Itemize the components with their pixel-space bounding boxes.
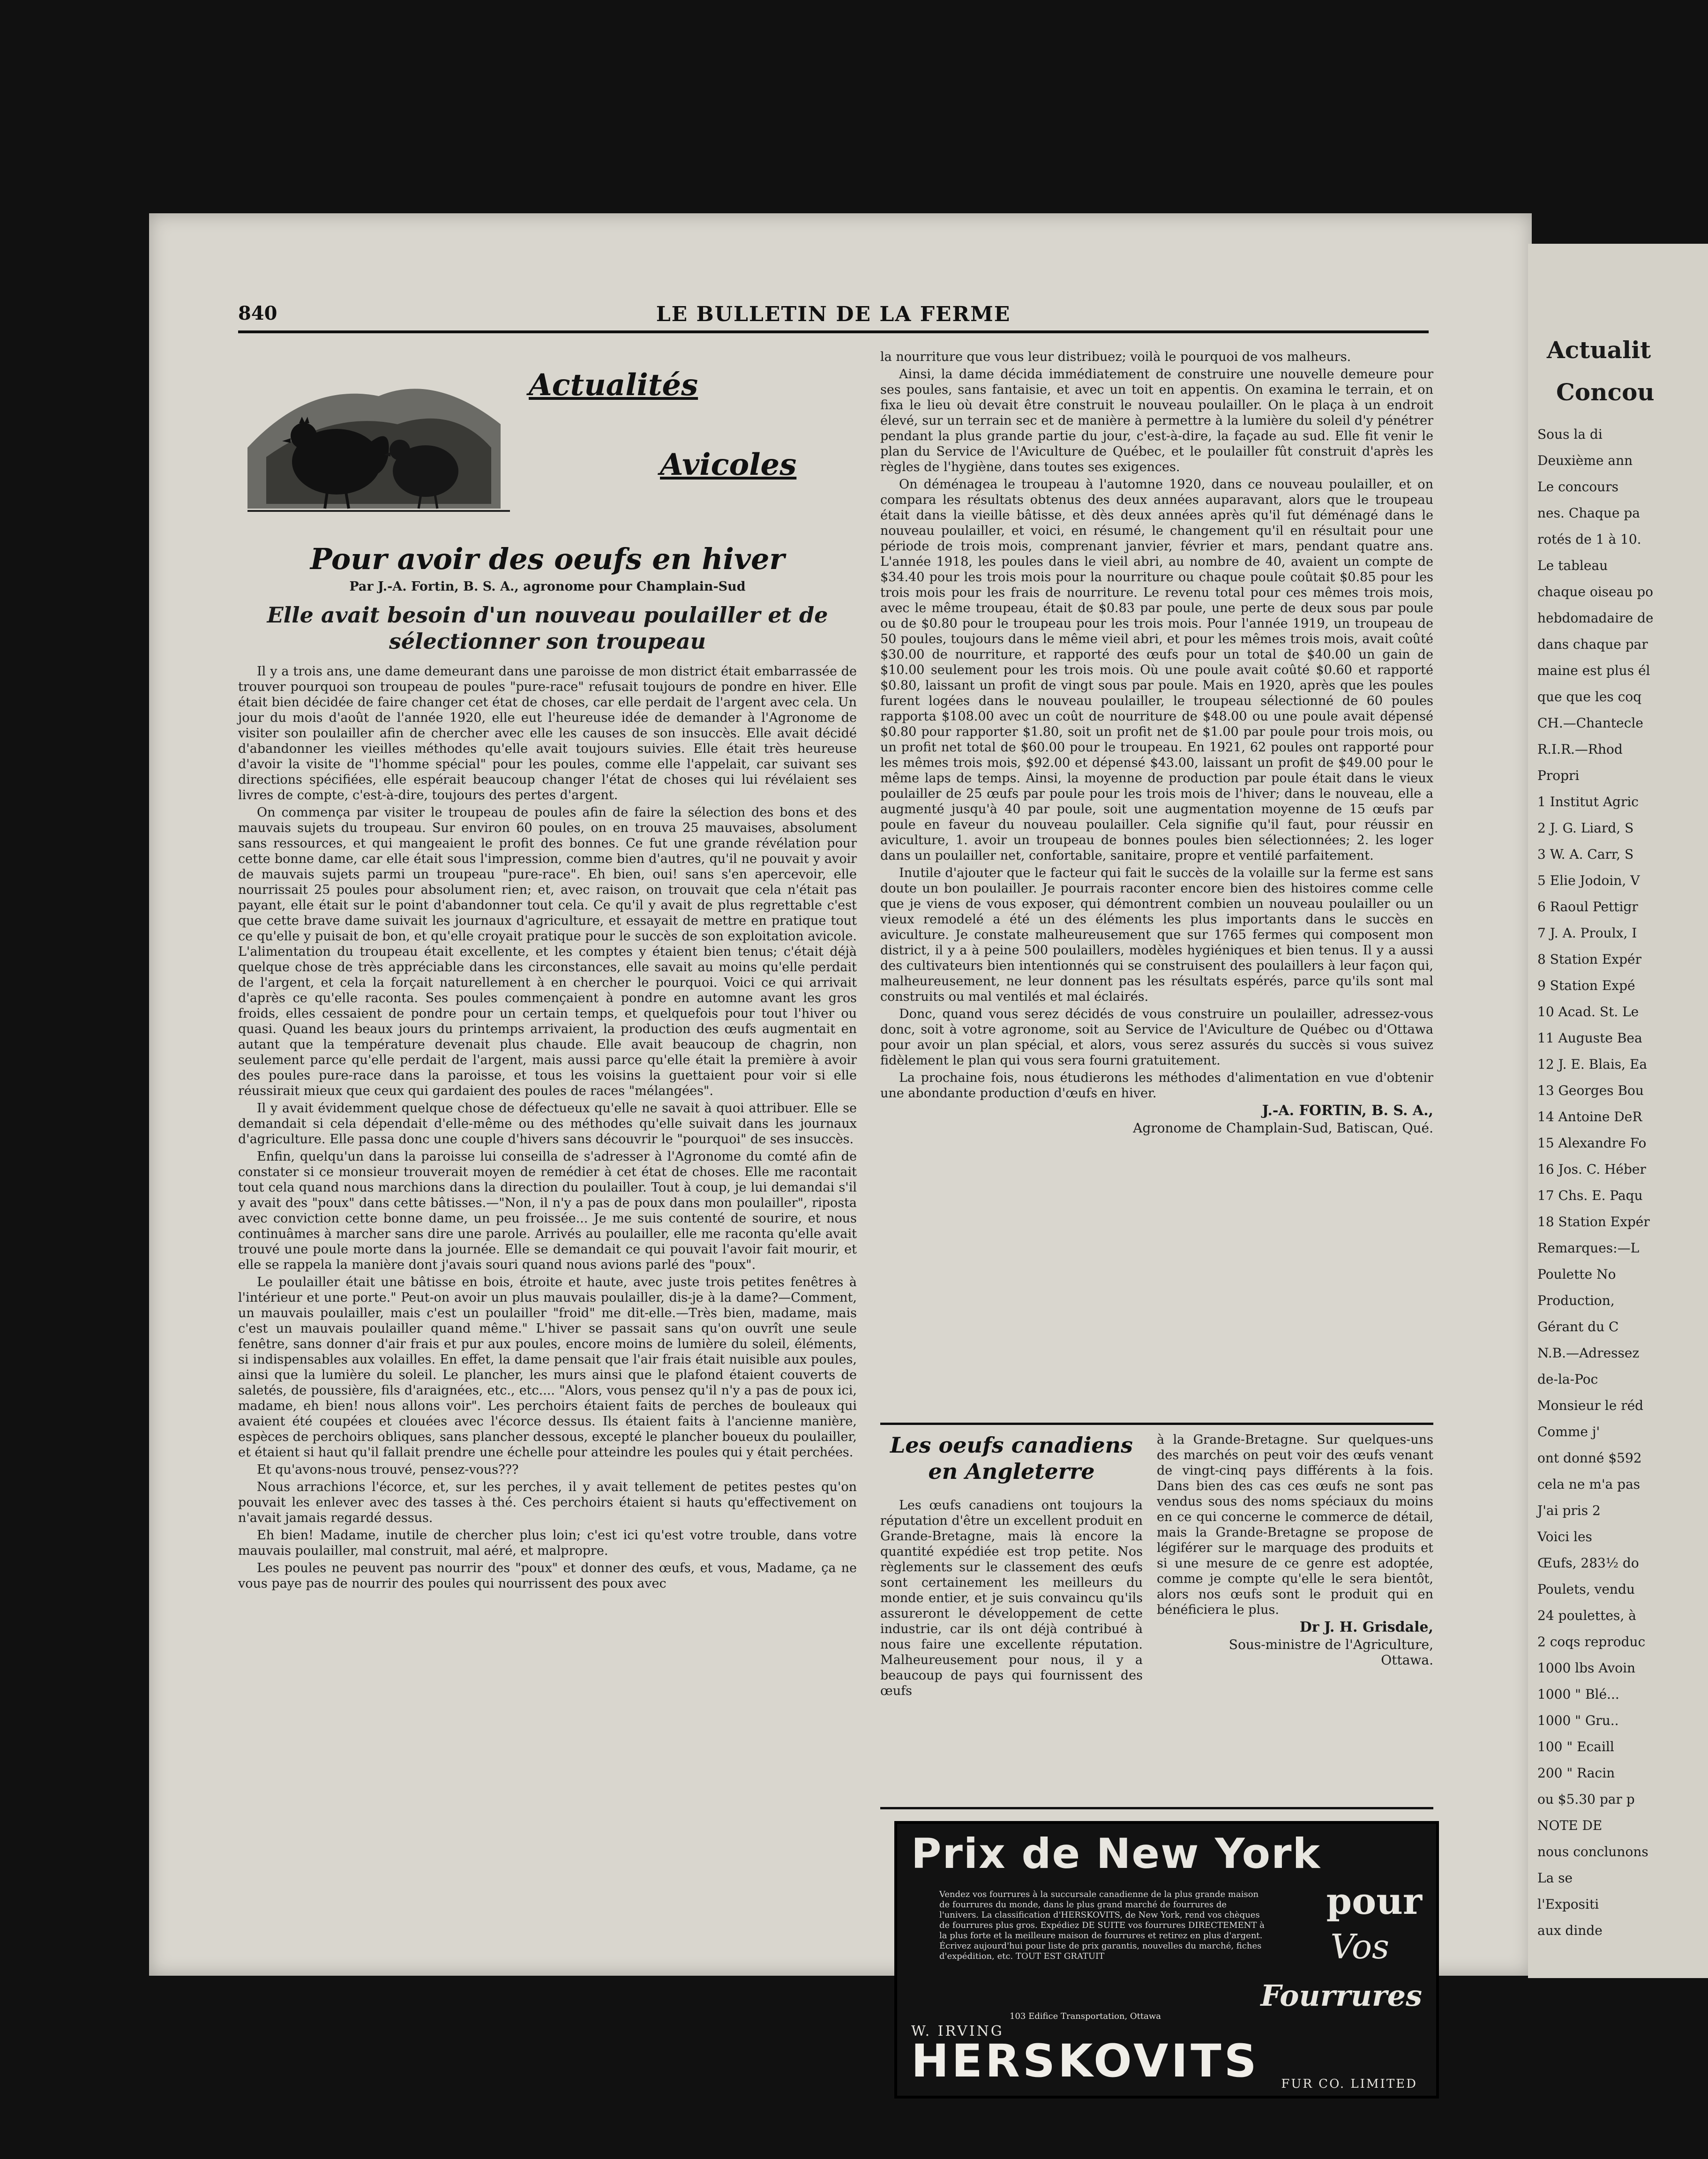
fragment-line: de-la-Poc bbox=[1537, 1372, 1598, 1387]
fragment-line: hebdomadaire de bbox=[1537, 610, 1654, 626]
paragraph: Ainsi, la dame décida immédiatement de construire une nouvelle demeure pour ses poules, sans fantaisie, et avec un toit en appentis. On examina le terrain, et on fixa le lieu où devait être construit le nouveau poulailler. On le plaça à un endroit élevé, sur un terrain sec et de manière à permettre à la lumière du soleil d'y pénétrer pendant la plus grande partie du jour, c'est-à-dire, la façade au sud. Elle fit venir le plan du Service de l'Aviculture de Québec, et le poulailler fût construit d'après les règles de l'hygiène, dans toutes ses exigences. bbox=[880, 367, 1433, 474]
paragraph: Le poulailler était une bâtisse en bois, étroite et haute, avec juste trois petites fenêtres à l'intérieur et une porte." Peut-on avoir un plus mauvais poulailler, dis-je à la dame?—Comment, un mauvais poulailler, mais c'est un poulailler "froid" me dit-elle.—Très bien, madame, mais c'est un mauvais poulailler quand même." L'hiver se passait sans qu'on ouvrît une seule fenêtre, sans donner d'air frais et pur aux poules, encore moins de lumière du soleil, éléments, si indispensables aux volailles. En effet, la dame pensait que l'air frais était nuisible aux poules, ainsi que la lumière du soleil. Le plancher, les murs ainsi que le plafond étaient couverts de saletés, de poussière, fils d'araignées, etc., etc.... "Alors, vous pensez qu'il n'y a pas de poux ici, madame, eh bien! nous allons voir". Les perchoirs étaient faits de perches de bouleaux qui avaient été coupées et clouées avec l'écorce dessus. Ils étaient faits à l'ancienne manière, espèces de perchoirs obliques, sans plancher dessous, excepté le plancher boueux du poulailler, et étaient si haut qu'il fallait prendre une échelle pour atteindre les poules qui y était perchées. bbox=[238, 1275, 857, 1460]
page-header bbox=[238, 298, 1429, 333]
newspaper-page bbox=[149, 213, 1532, 2091]
fragment-line: 15 Alexandre Fo bbox=[1537, 1135, 1647, 1151]
fragment-line: Voici les bbox=[1537, 1529, 1592, 1544]
paragraph: Enfin, quelqu'un dans la paroisse lui conseilla de s'adresser à l'Agronome du comté afin de constater si ce monsieur trouverait moyen de remédier à cet état de choses. Elle me racontait tout cela quand nous marchions dans la direction du poulailler. Tout à coup, je lui demandai s'il y avait des "poux" dans cette bâtisses.—"Non, il n'y a pas de poux dans mon poulailler", riposta avec conviction cette bonne dame, un peu froissée... Je me suis contenté de sourire, et nous continuâmes à marcher sans dire une parole. Arrivés au poulailler, elle me raconta qu'elle avait trouvé une poule morte dans la journée. Elle se demandait ce qui pouvait l'avoir fait mourir, et elle se rappela la manière dont j'avais souri quand nous avions parlé des "poux". bbox=[238, 1149, 857, 1272]
fragment-heading: Actualit bbox=[1547, 336, 1651, 364]
section-divider bbox=[880, 1423, 1433, 1425]
fragment-line: Production, bbox=[1537, 1293, 1615, 1308]
ad-divider bbox=[880, 1807, 1433, 1809]
article-banner bbox=[238, 349, 857, 537]
fragment-line: 1000 " Gru.. bbox=[1537, 1713, 1619, 1728]
fragment-line: 2 coqs reproduc bbox=[1537, 1634, 1646, 1649]
ad-fur-co: FUR CO. LIMITED bbox=[1281, 2077, 1417, 2091]
paragraph: On déménagea le troupeau à l'automne 1920, dans ce nouveau poulailler, et on compara les résultats obtenus des deux années auparavant, alors que le troupeau était dans la vieille bâtisse, et dès deux années après qu'il fut déménagé dans le nouveau poulailler, et voici, en résumé, le changement qu'il en résultait pour une période de trois mois, comprenant janvier, février et mars, pendant quatre ans. L'année 1918, les poules dans le vieil abri, au nombre de 40, avaient un compte de $34.40 pour les trois mois pour la nourriture ou chaque poule coûtait $0.85 pour les trois mois pour les frais de nourriture. Le revenu total pour ces mêmes trois mois, avec le même troupeau, était de $0.83 par poule, une perte de deux sous par poule ou de $0.80 pour le troupeau pour les trois mois. Pour l'année 1919, un troupeau de 50 poules, toujours dans le même vieil abri, et pour les mêmes trois mois, avait coûté $30.00 de nourriture, et rapporté des œufs pour un total de $40.00 un gain de $10.00 seulement pour les trois mois. Où une poule avait coûté $0.60 et rapporté $0.80, laissant un profit de vingt sous par poule. Mais en 1920, après que les poules furent logées dans le nouveau poulailler, le troupeau sélectionné de 60 poules rapporta $108.00 avec un coût de nourriture de $48.00 ou une poule avait dépensé $0.80 pour rapporter $1.80, soit un profit net de $1.00 par poule pour trois mois, ou un profit net total de $60.00 pour le troupeau. En 1921, 62 poules ont rapporté pour les mêmes trois mois, $92.00 et dépensé $43.00, laissant un profit de $49.00 pour le même laps de temps. Ainsi, la moyenne de production par poule était dans le vieux poulailler de 25 œufs par poule pour les trois mois de l'hiver; dans le nouveau, elle a augmenté jusqu'à 40 par poule, soit une augmentation moyenne de 15 œufs par poule en faveur du nouveau poulailler. Cela signifie qu'il faut, pour réussir en aviculture, 1. avoir un troupeau de bonnes poules bien sélectionnées; 2. les loger dans un poulailler net, confortable, sanitaire, propre et ventilé parfaitement. bbox=[880, 477, 1433, 863]
adjacent-page-fragment bbox=[1528, 244, 1708, 1978]
fragment-line: N.B.—Adressez bbox=[1537, 1345, 1640, 1361]
fragment-line: maine est plus él bbox=[1537, 663, 1650, 678]
fragment-line: rotés de 1 à 10. bbox=[1537, 532, 1641, 547]
fragment-line: 200 " Racin bbox=[1537, 1765, 1615, 1781]
fragment-line: La se bbox=[1537, 1870, 1573, 1886]
fragment-line: 1000 " Blé... bbox=[1537, 1687, 1619, 1702]
oeufs-signature-title: Sous-ministre de l'Agriculture, Ottawa. bbox=[1229, 1637, 1433, 1668]
fragment-line: Remarques:—L bbox=[1537, 1240, 1640, 1256]
fragment-line: ou $5.30 par p bbox=[1537, 1792, 1635, 1807]
oeufs-signature: Dr J. H. Grisdale, bbox=[1299, 1619, 1433, 1635]
fragment-line: 12 J. E. Blais, Ea bbox=[1537, 1057, 1648, 1072]
fragment-line: Monsieur le réd bbox=[1537, 1398, 1644, 1413]
fragment-line: 8 Station Expér bbox=[1537, 952, 1641, 967]
author-title: Agronome de Champlain-Sud, Batiscan, Qué. bbox=[1133, 1120, 1433, 1136]
fragment-line: 1 Institut Agric bbox=[1537, 794, 1639, 810]
fragment-line: J'ai pris 2 bbox=[1537, 1503, 1601, 1518]
fragment-line: 10 Acad. St. Le bbox=[1537, 1004, 1639, 1020]
fragment-line: chaque oiseau po bbox=[1537, 584, 1653, 600]
fragment-line: 100 " Ecaill bbox=[1537, 1739, 1614, 1754]
fragment-line: 9 Station Expé bbox=[1537, 978, 1635, 993]
article-title: Pour avoir des oeufs en hiver bbox=[310, 542, 785, 576]
fragment-heading: Concou bbox=[1556, 378, 1655, 406]
ad-vos: Vos bbox=[1330, 1927, 1389, 1966]
fragment-line: dans chaque par bbox=[1537, 637, 1648, 652]
paragraph: On commença par visiter le troupeau de poules afin de faire la sélection des bons et des mauvais sujets du troupeau. Sur environ 60 poules, on en trouva 25 mauvaises, absolument sans ressources, et qui mangeaient le profit des bonnes. Ce fut une grande révélation pour cette bonne dame, car elle était sous l'impression, comme bien d'autres, qu'il ne pouvait y avoir de mauvais sujets parmi un troupeau "pure-race". Eh bien, oui! sans s'en apercevoir, elle nourrissait 25 poules pour absolument rien; et, avec raison, on trouvait que cela n'était pas payant, elle était sur le point d'abandonner tout cela. Ce qu'il y avait de plus regrettable c'est que cette brave dame suivait les journaux d'agriculture, et essayait de mettre en pratique tout ce qu'elle y puisait de bon, et qu'elle croyait pratique pour le succès de son exploitation avicole. L'alimentation du troupeau était excellente, et les comptes y étaient bien tenus; c'était déjà quelque chose de très appréciable dans les circonstances, elle savait au moins qu'elle perdait de l'argent, et cela la forçait naturellement à en chercher le pourquoi. Voici ce qui arrivait d'après ce qu'elle raconta. Ses poules commençaient à pondre en automne avant les gros froids, elles cessaient de pondre pour un certain temps, et quelquefois pour tout l'hiver ou quasi. Quand les beaux jours du printemps arrivaient, la production des œufs augmentait en autant que la température devenait plus chaude. Elle avait beaucoup de chagrin, non seulement parce qu'elle perdait de l'argent, mais aussi parce qu'elle était la première à avoir des poules pure-race dans la paroisse, et tous les voisins la guettaient pour voir si elle réussirait mieux que ceux qui gardaient des poules de races "mélangées". bbox=[238, 805, 857, 1098]
fragment-line: Deuxième ann bbox=[1537, 453, 1633, 468]
ad-body-text: Vendez vos fourrures à la succursale canadienne de la plus grande maison de fourrures du monde, dans le plus grand marché de fourrures de l'univers. La classification d'HERSKOVITS, de New York, rend vos chèques de fourrures plus gros. Expédiez DE SUITE vos fourrures DIRECTEMENT à la plus forte et la meilleure maison de fourrures et retirez en plus d'argent. Écrivez aujourd'hui pour liste de prix garantis, nouvelles du marché, fiches d'expédition, etc. TOUT EST GRATUIT bbox=[939, 1889, 1265, 1961]
fragment-line: Œufs, 283½ do bbox=[1537, 1555, 1639, 1571]
fragment-line: Le tableau bbox=[1537, 558, 1608, 573]
paragraph: Eh bien! Madame, inutile de chercher plus loin; c'est ici qu'est votre trouble, dans votre mauvais poulailler, mal construit, mal aéré, et malpropre. bbox=[238, 1528, 857, 1558]
fragment-line: l'Expositi bbox=[1537, 1897, 1599, 1912]
paragraph: Les œufs canadiens ont toujours la réputation d'être un excellent produit en Grande-Bretagne, mais là encore la quantité expédiée est trop petite. Nos règlements sur le classement des œufs sont certainement les meilleurs du monde entier, et je suis convaincu qu'ils assureront le développement de cette industrie, car ils ont déjà contribué à nous faire une excellente réputation. Malheureusement pour nous, il y a beaucoup de pays qui fournissent des œufs bbox=[880, 1498, 1143, 1698]
article-left-column bbox=[238, 349, 857, 1934]
paragraph: Donc, quand vous serez décidés de vous construire un poulailler, adressez-vous donc, soit à votre agronome, soit au Service de l'Aviculture de Québec ou d'Ottawa pour avoir un plan spécial, et alors, vous serez assurés du succès si vous suivez fidèlement le plan qui vous sera fourni gratuitement. bbox=[880, 1007, 1433, 1068]
oeufs-column-2 bbox=[1157, 1432, 1433, 1798]
fragment-line: 17 Chs. E. Paqu bbox=[1537, 1188, 1643, 1203]
paragraph: Les poules ne peuvent pas nourrir des "poux" et donner des œufs, et vous, Madame, ça ne vous paye pas de nourrir des poules qui nourrissent des poux avec bbox=[238, 1561, 857, 1591]
oeufs-column-1 bbox=[880, 1498, 1143, 1798]
fragment-line: 3 W. A. Carr, S bbox=[1537, 847, 1634, 862]
kicker-avicoles: Avicoles bbox=[660, 447, 797, 482]
paragraph: Inutile d'ajouter que le facteur qui fait le succès de la volaille sur la ferme est sans doute un bon poulailler. Je pourrais raconter encore bien des histoires comme celle que je viens de vous exposer, qui démontrent combien un nouveau poulailler ou un vieux remodelé a été un des éléments les plus importants dans le succès en aviculture. Je constate malheureusement que sur 1765 fermes qui composent mon district, il y a à peine 500 poulaillers, modèles hygiéniques et bien tenus. Il y a aussi des cultivateurs bien intentionnés qui se construisent des poulaillers à leur façon qui, malheureusement, ne leur donnent pas les résultats espérés, parce qu'ils sont mal construits ou mal ventilés et mal éclairés. bbox=[880, 866, 1433, 1004]
kicker-actualites: Actualités bbox=[529, 367, 698, 403]
paragraph: Nous arrachions l'écorce, et, sur les perches, il y avait tellement de petites pestes qu'on pouvait les enlever avec des tasses à thé. Ces perchoirs étaient si hauts qu'effectivement on n'avait jamais regardé dessus. bbox=[238, 1480, 857, 1525]
ad-address: 103 Edifice Transportation, Ottawa bbox=[1010, 2011, 1161, 2021]
fragment-line: 18 Station Expér bbox=[1537, 1214, 1650, 1229]
article-subtitle: Elle avait besoin d'un nouveau poulailler et de sélectionner son troupeau bbox=[267, 602, 828, 654]
fragment-line: Comme j' bbox=[1537, 1424, 1600, 1439]
oeufs-title: Les oeufs canadiens en Angleterre bbox=[890, 1432, 1133, 1484]
ad-headline: Prix de New York bbox=[911, 1829, 1321, 1878]
fragment-line: nous conclunons bbox=[1537, 1844, 1648, 1859]
fragment-line: que que les coq bbox=[1537, 689, 1642, 705]
article-right-column bbox=[880, 349, 1433, 1418]
fragment-line: 13 Georges Bou bbox=[1537, 1083, 1644, 1098]
fragment-line: 24 poulettes, à bbox=[1537, 1608, 1636, 1623]
paragraph: à la Grande-Bretagne. Sur quelques-uns des marchés on peut voir des œufs venant de vingt-cinq pays différents à la fois. Dans bien des cas ces œufs ne sont pas vendus sous des noms spéciaux du moins en ce qui concerne le commerce de détail, mais la Grande-Bretagne se propose de légiférer sur le marquage des produits et si une mesure de ce genre est adoptée, comme je compte qu'elle le sera bientôt, alors nos œufs sont le produit qui en bénéficiera le plus. bbox=[1157, 1432, 1433, 1617]
fragment-line: 1000 lbs Avoin bbox=[1537, 1660, 1636, 1676]
article-byline: Par J.-A. Fortin, B. S. A., agronome pour Champlain-Sud bbox=[349, 579, 746, 594]
page-number: 840 bbox=[238, 302, 277, 324]
paragraph: Et qu'avons-nous trouvé, pensez-vous??? bbox=[257, 1462, 519, 1477]
fragment-line: Poulette No bbox=[1537, 1267, 1616, 1282]
paragraph: La prochaine fois, nous étudierons les méthodes d'alimentation en vue d'obtenir une abondante production d'œufs en hiver. bbox=[880, 1071, 1433, 1101]
paragraph: Il y a trois ans, une dame demeurant dans une paroisse de mon district était embarrassée de trouver pourquoi son troupeau de poules "pure-race" refusait toujours de pondre en hiver. Elle était bien décidée de faire changer cet état de choses, car elle perdait de l'argent avec cela. Un jour du mois d'août de l'année 1920, elle eut l'heureuse idée de demander à l'Agronome de visiter son poulailler afin de chercher avec elle les causes de son insuccès. Elle avait décidé d'abandonner les vieilles méthodes qu'elle avait toujours suivies. Elle était très heureuse d'avoir la visite de "l'homme spécial" pour les poules, comme elle l'appelait, car suivant ses directions spécifiées, elle espérait beaucoup changer l'état de choses qui lui révélaient ses livres de compte, c'est-à-dire, toujours des pertes d'argent. bbox=[238, 664, 857, 802]
fragment-line: Poulets, vendu bbox=[1537, 1582, 1635, 1597]
hens-illustration bbox=[238, 354, 519, 523]
paragraph: la nourriture que vous leur distribuez; voilà le pourquoi de vos malheurs. bbox=[880, 350, 1351, 364]
fragment-line: Gérant du C bbox=[1537, 1319, 1619, 1334]
fragment-line: CH.—Chantecle bbox=[1537, 715, 1643, 731]
fragment-line: ont donné $592 bbox=[1537, 1450, 1642, 1466]
fragment-line: nes. Chaque pa bbox=[1537, 505, 1640, 521]
fragment-line: NOTE DE bbox=[1537, 1818, 1603, 1833]
ad-fourrures: Fourrures bbox=[1260, 1979, 1422, 2013]
author-signature: J.-A. FORTIN, B. S. A., bbox=[1262, 1102, 1433, 1119]
fragment-line: 16 Jos. C. Héber bbox=[1537, 1162, 1646, 1177]
herskovits-advertisement bbox=[894, 1821, 1439, 2099]
fragment-line: Propri bbox=[1537, 768, 1580, 783]
ad-irving: W. IRVING bbox=[911, 2023, 1004, 2039]
fragment-line: 5 Elie Jodoin, V bbox=[1537, 873, 1640, 888]
fragment-line: 11 Auguste Bea bbox=[1537, 1030, 1642, 1046]
fragment-line: 7 J. A. Proulx, I bbox=[1537, 925, 1637, 941]
masthead: LE BULLETIN DE LA FERME bbox=[656, 302, 1011, 326]
fragment-line: Sous la di bbox=[1537, 427, 1603, 442]
fragment-line: cela ne m'a pas bbox=[1537, 1477, 1641, 1492]
fragment-line: Le concours bbox=[1537, 479, 1618, 495]
paragraph: Il y avait évidemment quelque chose de défectueux qu'elle ne savait à quoi attribuer. Elle se demandait si cela dépendait d'elle-même ou des méthodes qu'elle suivait dans les journaux d'agriculture. Elle passa donc une couple d'hivers sans découvrir le "pourquoi" de ses insuccès. bbox=[238, 1101, 857, 1147]
fragment-line: aux dinde bbox=[1537, 1923, 1603, 1938]
fragment-line: 6 Raoul Pettigr bbox=[1537, 899, 1638, 915]
fragment-line: R.I.R.—Rhod bbox=[1537, 742, 1623, 757]
fragment-line: 14 Antoine DeR bbox=[1537, 1109, 1642, 1124]
ad-pour: pour bbox=[1326, 1880, 1422, 1923]
ad-company-name: HERSKOVITS bbox=[911, 2035, 1259, 2087]
fragment-line: 2 J. G. Liard, S bbox=[1537, 820, 1634, 836]
